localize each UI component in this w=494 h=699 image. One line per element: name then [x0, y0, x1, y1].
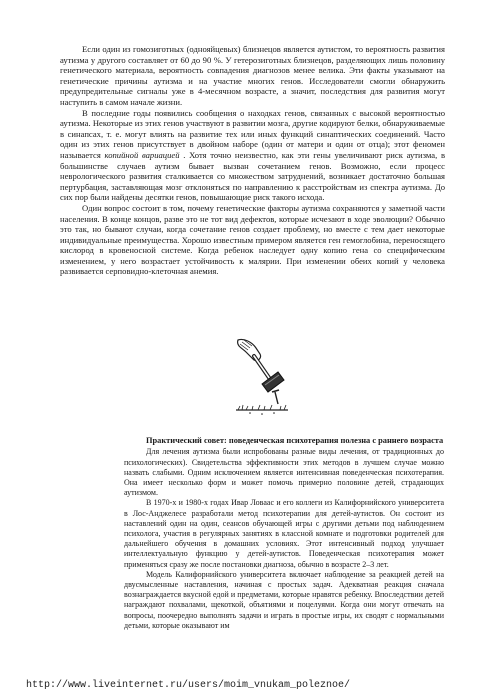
paragraph-genes-text-end: . Хотя точно неизвестно, как эти гены увеличивают риск аутизма, в большинстве случаев аутизм бывает вызван сочетанием генов. Возможно, если процесс неврологического развития сталкивается со множеством затруднений, возникает достаточно большая пертурбация, заставляющая мозг отклоняться по направлению к расстройствам из спектра аутизма. До сих пор были найдены десятки генов, повышающие риск такого исхода. [60, 149, 445, 203]
paragraph-twins: Если один из гомозиготных (однояйцевых) близнецов является аутистом, то вероятность развития аутизма у другого составляет от 60 до 90 %. У гетерозиготных близнецов, разделяющих лишь половину генетического материала, вероятность совпадения диагнозов менее велика. Эти факты указывают на генетические причины аутизма и на участие многих генов. Исследователи смогли обнаружить предупредительные сигналы уже в 4-месячном возрасте, а значит, последствия для развития могут наступить в самом начале жизни. [60, 44, 445, 107]
paragraph-evolution: Один вопрос состоит в том, почему генетические факторы аутизма сохраняются у заметной части населения. В конце концов, разве это не тот вид дефектов, которые исчезают в ходе эволюции? Обычно это так, но бывают случаи, когда сочетание генов создает проблему, но вместе с тем дает некоторые индивидуальные преимущества. Хорошо известным примером является ген гемоглобина, переносящего кислород в кровеносной системе. Когда ребенок наследует одну копию гена со специфическим изменением, у него возрастает устойчивость к малярии. При изменении обеих копий у человека развивается серповидно-клеточная анемия. [60, 202, 445, 277]
practical-advice-box [124, 436, 444, 631]
term-copy-variation: копийной вариацией [104, 149, 180, 160]
footer-url[interactable]: http://www.liveinternet.ru/users/moim_vnukam_poleznoe/ [26, 680, 351, 691]
paragraph-genes [60, 108, 445, 203]
paragraph-genes-text-start: В последние годы появились сообщения о находках генов, связанных с высокой вероятностью аутизма. Некоторые из этих генов участвуют в развитии мозга, другие кодируют белки, обнаруживаемые в синапсах, т. е. могут влиять на развитие тех или иных функций синаптических соединений. Часто один из этих генов присутствует в двойном наборе (один от матери и один от отца); этот феномен называется [60, 107, 445, 160]
advice-paragraph-2: В 1970-х и 1980-х годах Ивар Ловаас и его коллеги из Калифорнийского университета в Лос-Анджелесе разработали метод психотерапии для детей-аутистов. Он состоит из наставлений один на один, сеансов обучающей игры с другими детьми под наблюдением психолога, участия в регулярных занятиях в классной комнате и подготовки родителей для дальнейшего обучения в домашних условиях. Этот интенсивный подход улучшает интеллектуальную функцию у детей-аутистов. Поведенческая психотерапия может применяться сразу же после постановки диагноза, обычно в возрасте 2–3 лет. [124, 498, 444, 569]
main-text [60, 44, 445, 277]
advice-paragraph-3: Модель Калифорнийского университета включает наблюдение за реакцией детей на двусмысленные наставления, начиная с простых задач. Адекватная реакция сначала вознаграждается вкусной едой и предметами, которые нравятся ребенку. Впоследствии детей награждают похвалами, щекоткой, объятиями и поцелуями. Когда они могут отвечать на вопросы, поочередно выполнять задачи и играть в простые игры, их сводят с нормальными детьми, которые оказывают им [124, 569, 444, 630]
advice-title: Практический совет: поведенческая психотерапия полезна с раннего возраста [146, 436, 444, 445]
advice-paragraph-1: Для лечения аутизма были испробованы разные виды лечения, от традиционных до психологических). Свидетельства эффективности этих методов в лучшем случае можно назвать слабыми. Одним исключением является интенсивная поведенческая психотерапия. Она имеет несколько форм и может помочь примерно половине детей, страдающих аутизмом. [124, 447, 444, 498]
hammer-illustration [228, 334, 296, 416]
hammer-icon [228, 334, 296, 416]
